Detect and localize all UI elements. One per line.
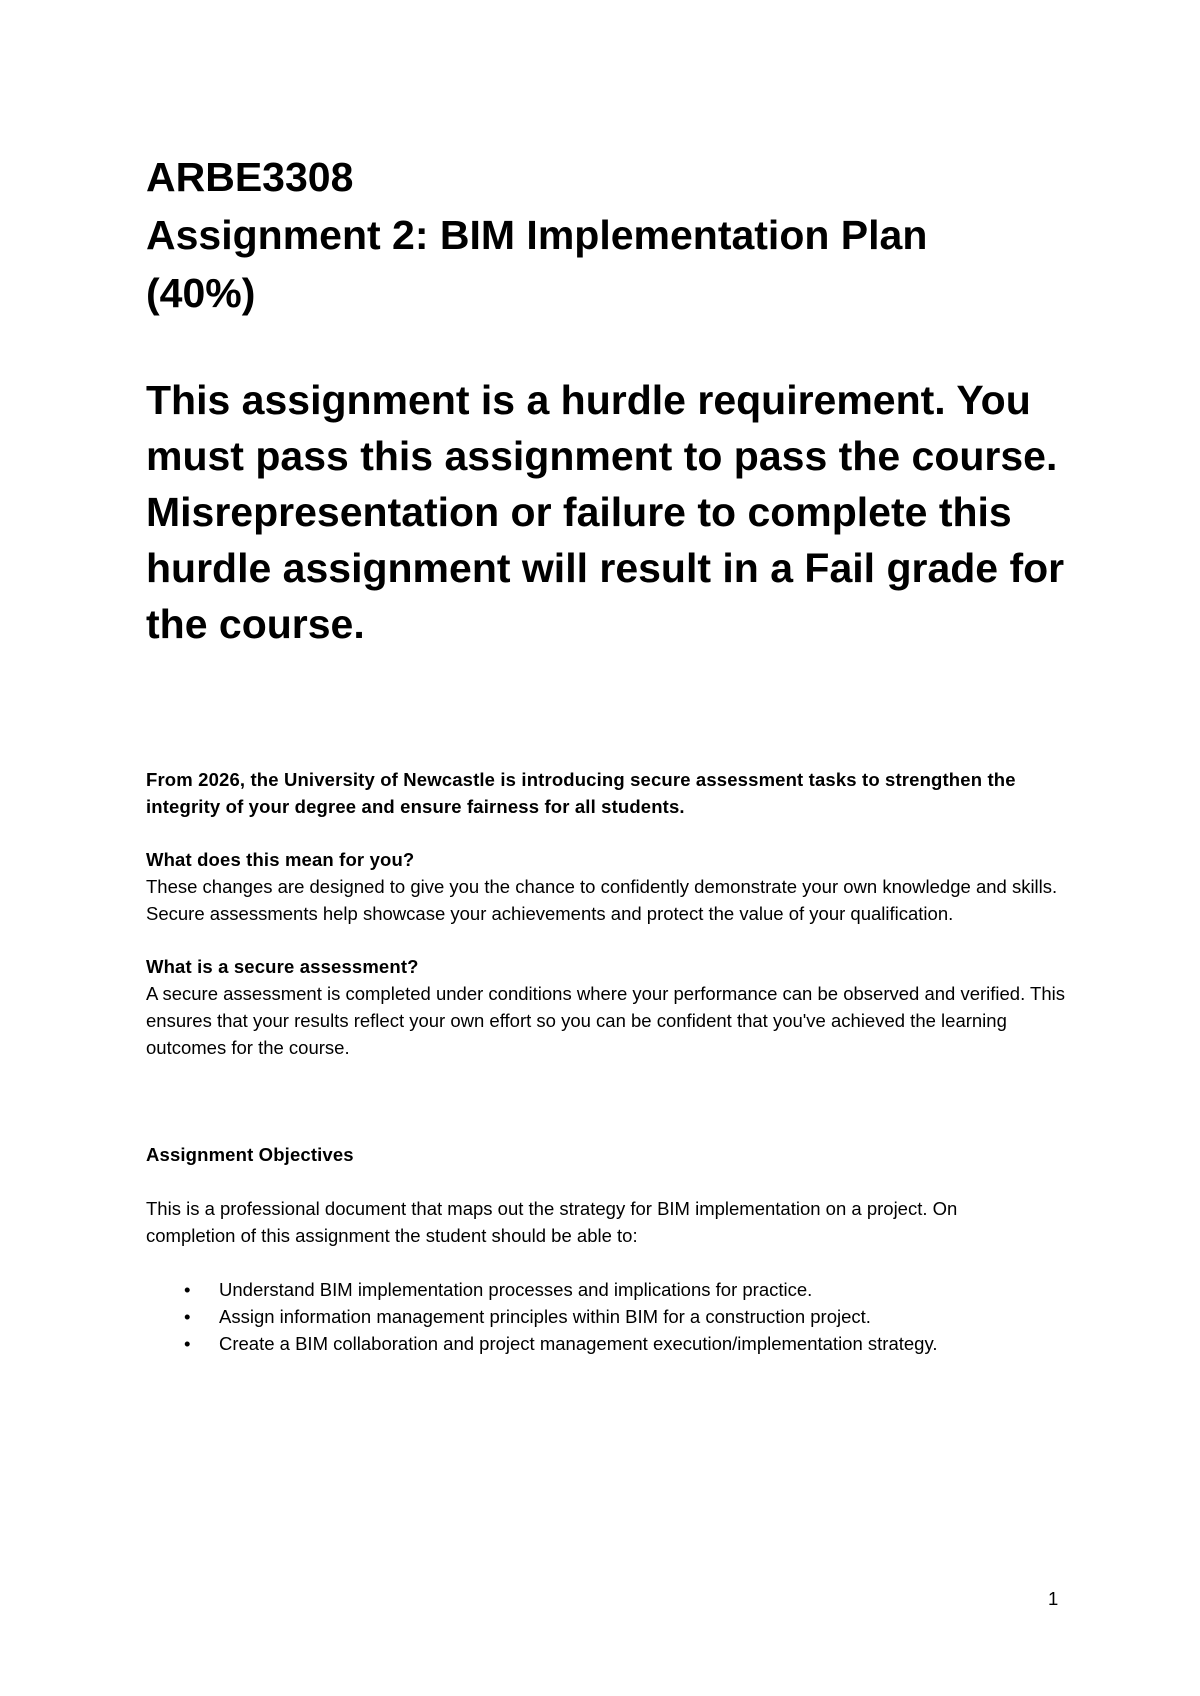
list-item — [146, 1303, 1019, 1330]
objective-text: Understand BIM implementation processes and implications for practice. — [219, 1279, 813, 1300]
objective-text: Create a BIM collaboration and project management execution/implementation strategy. — [219, 1333, 938, 1354]
page-number: 1 — [1048, 1588, 1059, 1609]
course-code: ARBE3308 — [146, 154, 354, 200]
meaning-body: These changes are designed to give you the chance to confidently demonstrate your own knowledge and skills. Secure assessments help showcase your achievements and protect the value of your qualification. — [146, 876, 1058, 924]
list-item — [146, 1330, 1019, 1357]
bullet-icon: • — [184, 1306, 191, 1327]
secure-body: A secure assessment is completed under conditions where your performance can be observed and verified. This ensures that your results reflect your own effort so you can be confident that you've achieved the learning outcomes for the course. — [146, 983, 1065, 1058]
assignment-weight: (40%) — [146, 270, 256, 316]
list-item — [146, 1276, 1019, 1303]
hurdle-statement: This assignment is a hurdle requirement. You must pass this assignment to pass the course. Misrepresentation or failure to complete this hurdle assignment will result in a Fail grade for the course. — [146, 377, 1065, 647]
secure-assessment-notice: From 2026, the University of Newcastle is introducing secure assessment tasks to strengthen the integrity of your degree and ensure fairness for all students. — [146, 769, 1016, 817]
objectives-list — [146, 1276, 1076, 1357]
bullet-icon: • — [184, 1333, 191, 1354]
bullet-icon: • — [184, 1279, 191, 1300]
objectives-intro: This is a professional document that maps out the strategy for BIM implementation on a project. On completion of this assignment the student should be able to: — [146, 1198, 958, 1246]
page-content — [146, 148, 1076, 1357]
objective-text: Assign information management principles within BIM for a construction project. — [219, 1306, 871, 1327]
meaning-heading: What does this mean for you? — [146, 849, 415, 870]
secure-heading: What is a secure assessment? — [146, 956, 419, 977]
objectives-heading: Assignment Objectives — [146, 1144, 354, 1165]
assignment-title: Assignment 2: BIM Implementation Plan — [146, 212, 928, 258]
